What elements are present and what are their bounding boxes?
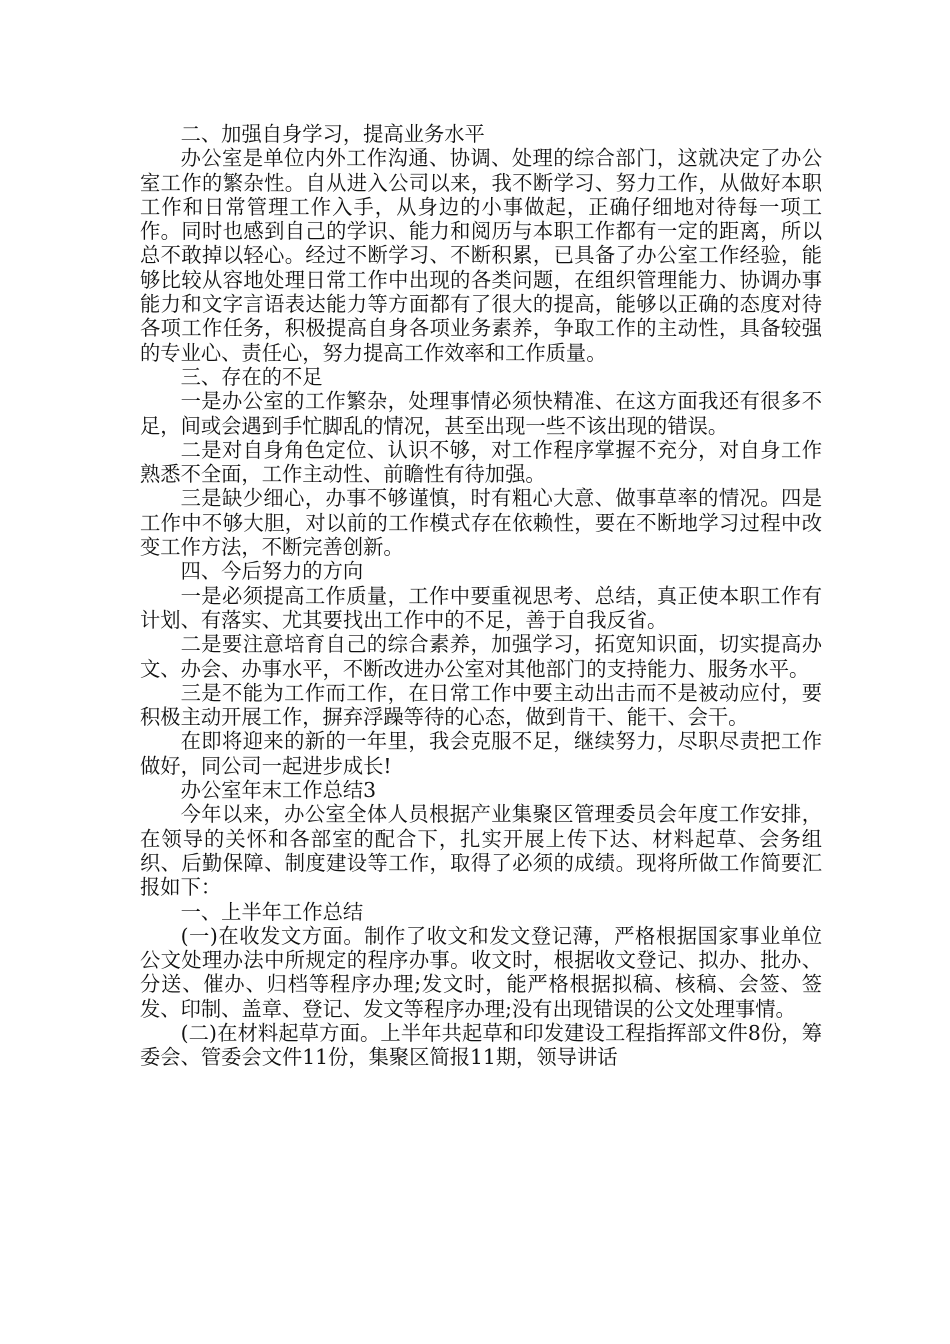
paragraph-shortcoming-3: 三是缺少细心，办事不够谨慎，时有粗心大意、做事草率的情况。四是工作中不够大胆，对以前的工作模式存在依赖性，要在不断地学习过程中改变工作方法，不断完善创新。 xyxy=(140,486,822,560)
heading-shortcomings: 三、存在的不足 xyxy=(180,364,323,389)
paragraph-document-handling: (一)在收发文方面。制作了收文和发文登记薄，严格根据国家事业单位公文处理办法中所规定的程序办事。收文时，根据收文登记、拟办、批办、分送、催办、归档等程序办理;发文时，能严格根据拟稿、核稿、会签、签发、印制、盖章、登记、发文等程序办理;没有出现错误的公文处理事情。 xyxy=(140,923,822,1021)
paragraph-self-study: 办公室是单位内外工作沟通、协调、处理的综合部门，这就决定了办公室工作的繁杂性。自从进入公司以来，我不断学习、努力工作，从做好本职工作和日常管理工作入手，从身边的小事做起，正确仔细地对待每一项工作。同时也感到自己的学识、能力和阅历与本职工作都有一定的距离，所以总不敢掉以轻心。经过不断学习、不断积累，已具备了办公室工作经验，能够比较从容地处理日常工作中出现的各类问题，在组织管理能力、协调办事能力和文字言语表达能力等方面都有了很大的提高，能够以正确的态度对待各项工作任务，积极提高自身各项业务素养，争取工作的主动性，具备较强的专业心、责任心，努力提高工作效率和工作质量。 xyxy=(140,146,822,365)
document-body xyxy=(140,122,822,1070)
paragraph-summary-intro: 今年以来，办公室全体人员根据产业集聚区管理委员会年度工作安排，在领导的关怀和各部室的配合下，扎实开展上传下达、材料起草、会务组织、后勤保障、制度建设等工作，取得了必须的成绩。现将所做工作简要汇报如下： xyxy=(140,802,822,900)
heading-future-direction: 四、今后努力的方向 xyxy=(180,559,364,584)
paragraph-direction-2: 二是要注意培育自己的综合素养，加强学习，拓宽知识面，切实提高办文、办会、办事水平，不断改进办公室对其他部门的支持能力、服务水平。 xyxy=(140,632,822,681)
heading-self-study: 二、加强自身学习，提高业务水平 xyxy=(180,122,485,146)
heading-first-half: 一、上半年工作总结 xyxy=(180,899,364,924)
paragraph-shortcoming-1: 一是办公室的工作繁杂，处理事情必须快精准、在这方面我还有很多不足，间或会遇到手忙脚乱的情况，甚至出现一些不该出现的错误。 xyxy=(140,389,822,438)
paragraph-direction-1: 一是必须提高工作质量，工作中要重视思考、总结，真正使本职工作有计划、有落实、尤其要找出工作中的不足，善于自我反省。 xyxy=(140,583,822,632)
heading-summary-3: 办公室年末工作总结3 xyxy=(180,778,377,803)
paragraph-closing: 在即将迎来的新的一年里，我会克服不足，继续努力，尽职尽责把工作做好，同公司一起进步成长! xyxy=(140,729,822,778)
paragraph-material-drafting: (二)在材料起草方面。上半年共起草和印发建设工程指挥部文件8份，筹委会、管委会文件11份，集聚区简报11期，领导讲话 xyxy=(140,1020,822,1070)
paragraph-shortcoming-2: 二是对自身角色定位、认识不够，对工作程序掌握不充分，对自身工作熟悉不全面，工作主动性、前瞻性有待加强。 xyxy=(140,437,822,487)
paragraph-direction-3: 三是不能为工作而工作，在日常工作中要主动出击而不是被动应付，要积极主动开展工作，摒弃浮躁等待的心态，做到肯干、能干、会干。 xyxy=(140,680,822,730)
